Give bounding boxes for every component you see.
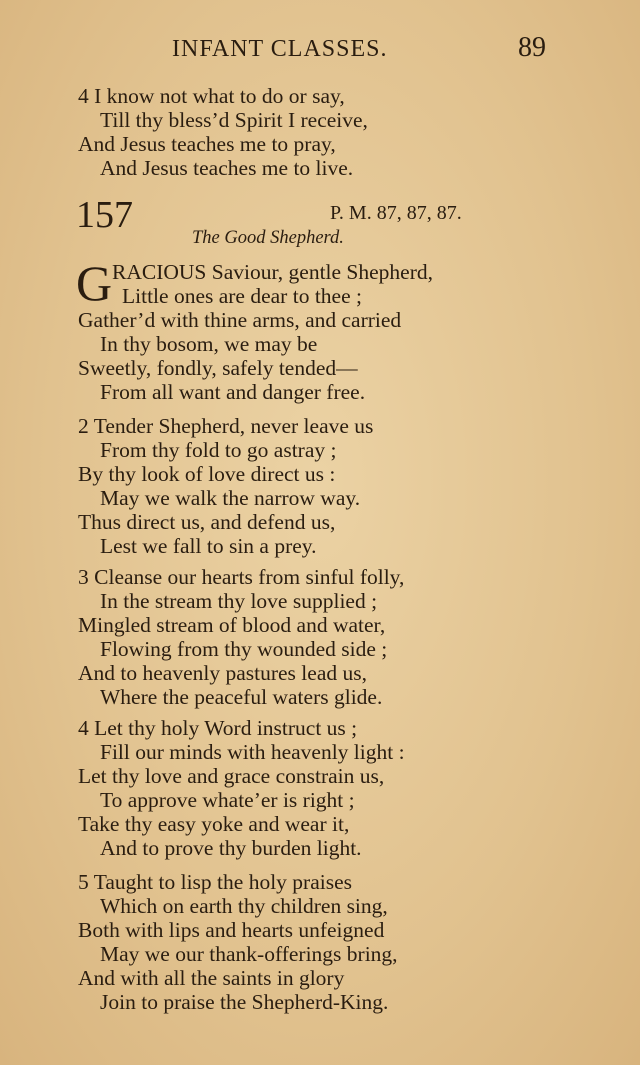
verse-line: 4 Let thy holy Word instruct us ;: [78, 716, 358, 740]
verse-line: And to heavenly pastures lead us,: [78, 661, 367, 685]
verse-line: From thy fold to go astray ;: [100, 438, 337, 462]
verse-line: From all want and danger free.: [100, 380, 366, 404]
verse-line: And to prove thy burden light.: [100, 836, 362, 860]
verse-line: In the stream thy love supplied ;: [100, 589, 378, 613]
verse-line: Fill our minds with heavenly light :: [100, 740, 405, 764]
verse-line: Join to praise the Shepherd-King.: [100, 990, 389, 1014]
verse-line: 5 Taught to lisp the holy praises: [78, 870, 352, 894]
running-head: [0, 32, 640, 70]
verse-line: Take thy easy yoke and wear it,: [78, 812, 350, 836]
verse-line: Gather’d with thine arms, and carried: [78, 308, 402, 332]
verse-line: May we walk the narrow way.: [100, 486, 361, 510]
verse-line: And Jesus teaches me to pray,: [78, 132, 336, 156]
verse-line: Till thy bless’d Spirit I receive,: [100, 108, 368, 132]
verse-line: Mingled stream of blood and water,: [78, 613, 386, 637]
hymn-meter: P. M. 87, 87, 87.: [330, 202, 462, 224]
verse-line: Lest we fall to sin a prey.: [100, 534, 317, 558]
verse-line: Both with lips and hearts unfeigned: [78, 918, 385, 942]
verse-line: Let thy love and grace constrain us,: [78, 764, 385, 788]
verse-line: To approve whate’er is right ;: [100, 788, 355, 812]
verse-line: Flowing from thy wounded side ;: [100, 637, 388, 661]
verse-line: Sweetly, fondly, safely tended—: [78, 356, 358, 380]
verse-line: May we our thank-offerings bring,: [100, 942, 398, 966]
verse-line: Which on earth thy children sing,: [100, 894, 388, 918]
hymn-title: The Good Shepherd.: [192, 228, 344, 248]
verse-line: 2 Tender Shepherd, never leave us: [78, 414, 374, 438]
drop-cap: G: [76, 255, 113, 311]
verse-line: Little ones are dear to thee ;: [122, 284, 362, 308]
running-title: INFANT CLASSES.: [172, 36, 388, 62]
page-number: 89: [518, 32, 546, 63]
verse-line: Where the peaceful waters glide.: [100, 685, 383, 709]
verse-line: Thus direct us, and defend us,: [78, 510, 336, 534]
verse-line: And Jesus teaches me to live.: [100, 156, 354, 180]
verse-line: In thy bosom, we may be: [100, 332, 318, 356]
verse-line: RACIOUS Saviour, gentle Shepherd,: [112, 260, 434, 284]
verse-line: 3 Cleanse our hearts from sinful folly,: [78, 565, 405, 589]
verse-line: And with all the saints in glory: [78, 966, 345, 990]
verse-line: By thy look of love direct us :: [78, 462, 336, 486]
verse-line: 4 I know not what to do or say,: [78, 84, 345, 108]
hymn-number: 157: [76, 194, 133, 236]
